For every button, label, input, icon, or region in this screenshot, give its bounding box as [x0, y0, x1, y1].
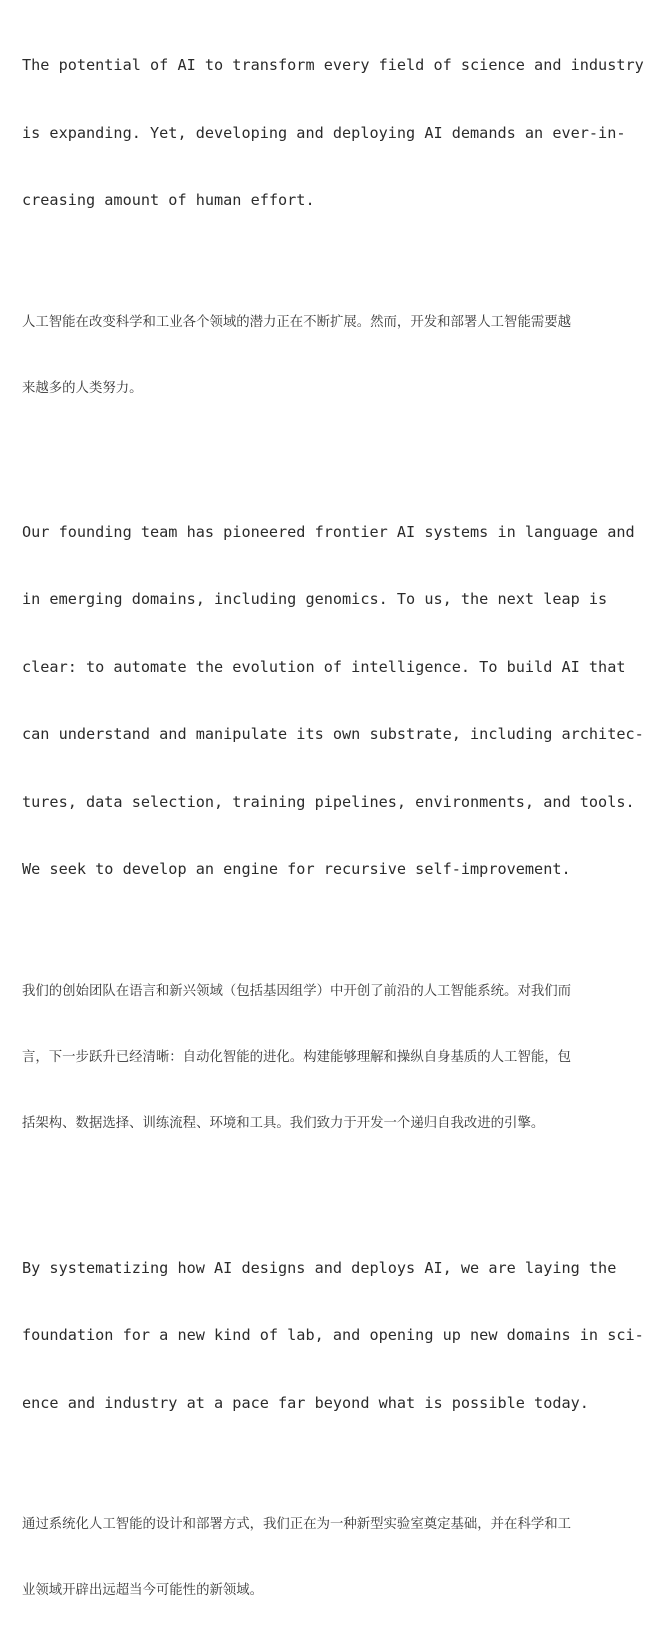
- text-line: in emerging domains, including genomics. To us, the next leap is: [22, 588, 642, 611]
- text-line: 通过系统化人工智能的设计和部署方式，我们正在为一种新型实验室奠定基础，并在科学和工: [22, 1514, 642, 1536]
- document-page: [22, 9, 642, 1646]
- text-line: can understand and manipulate its own substrate, including architec-: [22, 723, 642, 746]
- text-line: 来越多的人类努力。: [22, 378, 642, 400]
- text-line: creasing amount of human effort.: [22, 189, 642, 212]
- text-line: 业领域开辟出远超当今可能性的新领域。: [22, 1580, 642, 1602]
- text-line: ence and industry at a pace far beyond what is possible today.: [22, 1392, 642, 1415]
- text-line: tures, data selection, training pipelines, environments, and tools.: [22, 791, 642, 814]
- section-2-chinese-paragraph: [22, 937, 642, 1179]
- text-line: is expanding. Yet, developing and deploying AI demands an ever-in-: [22, 122, 642, 145]
- text-line: The potential of AI to transform every field of science and industry: [22, 54, 642, 77]
- section-3-english-paragraph: [22, 1212, 642, 1460]
- section-2-english-paragraph: [22, 476, 642, 926]
- text-line: We seek to develop an engine for recursive self-improvement.: [22, 858, 642, 881]
- section-2: [22, 476, 642, 1179]
- text-line: 人工智能在改变科学和工业各个领域的潜力正在不断扩展。然而，开发和部署人工智能需要越: [22, 312, 642, 334]
- section-1-chinese-paragraph: [22, 268, 642, 444]
- text-line: 言，下一步跃升已经清晰：自动化智能的进化。构建能够理解和操纵自身基质的人工智能，包: [22, 1047, 642, 1069]
- text-line: 我们的创始团队在语言和新兴领域（包括基因组学）中开创了前沿的人工智能系统。对我们而: [22, 981, 642, 1003]
- section-1-english-paragraph: [22, 9, 642, 257]
- text-line: foundation for a new kind of lab, and opening up new domains in sci-: [22, 1324, 642, 1347]
- section-3-chinese-paragraph: [22, 1470, 642, 1646]
- text-line: Our founding team has pioneered frontier AI systems in language and: [22, 521, 642, 544]
- text-line: 括架构、数据选择、训练流程、环境和工具。我们致力于开发一个递归自我改进的引擎。: [22, 1113, 642, 1135]
- text-line: By systematizing how AI designs and deploys AI, we are laying the: [22, 1257, 642, 1280]
- section-1: [22, 9, 642, 444]
- text-line: clear: to automate the evolution of intelligence. To build AI that: [22, 656, 642, 679]
- section-3: [22, 1212, 642, 1646]
